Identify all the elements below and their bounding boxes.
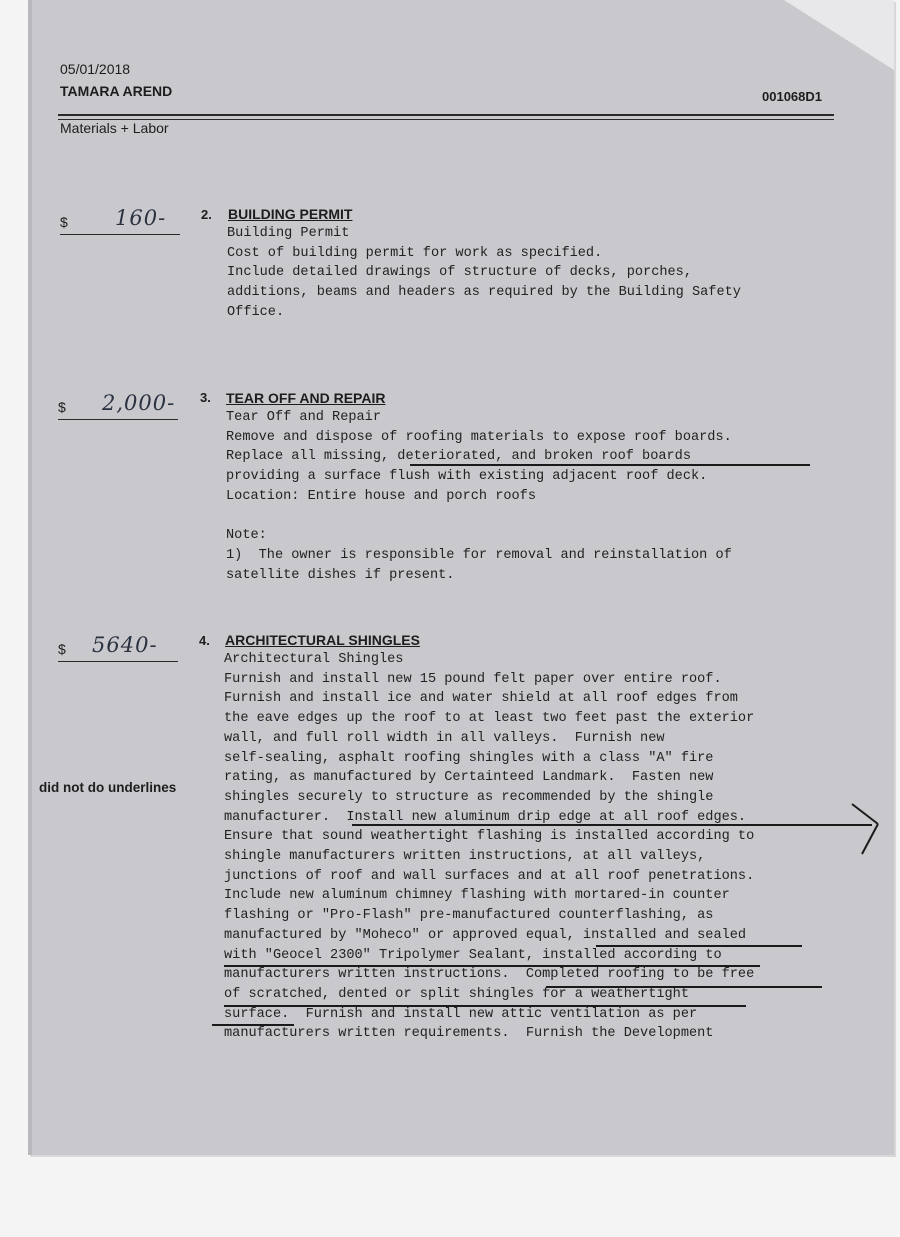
- text-line: Location: Entire house and porch roofs: [226, 488, 536, 504]
- ink-underline: [596, 945, 802, 947]
- ink-underline: [212, 1024, 294, 1026]
- section-body-shingles: [224, 650, 754, 1044]
- price-line: [58, 419, 178, 420]
- header-rule: [58, 114, 834, 116]
- ink-underline: [224, 1005, 746, 1007]
- text-line: surface. Furnish and install new attic ventilation as per: [224, 1006, 698, 1022]
- section-title: ARCHITECTURAL SHINGLES: [225, 632, 420, 648]
- text-line: Office.: [227, 304, 285, 320]
- text-line: Cost of building permit for work as specified.: [227, 245, 603, 261]
- folded-corner: [784, 0, 894, 70]
- text-line: shingle manufacturers written instructions, at all valleys,: [224, 849, 706, 865]
- client-name: TAMARA AREND: [60, 83, 173, 99]
- text-line: wall, and full roll width in all valleys. Furnish new: [224, 730, 665, 746]
- text-line: 1) The owner is responsible for removal and reinstallation of: [226, 547, 732, 563]
- handwritten-price: 2,000-: [102, 391, 176, 415]
- arrow-icon: [848, 800, 888, 860]
- text-line: with "Geocel 2300" Tripolymer Sealant, installed according to: [224, 947, 722, 963]
- section-number: 4.: [199, 633, 210, 648]
- text-line: Building Permit: [227, 226, 350, 241]
- text-line: manufacturers written instructions. Completed roofing to be free: [224, 967, 755, 983]
- section-body-building-permit: [227, 224, 741, 323]
- text-line: satellite dishes if present.: [226, 567, 455, 583]
- text-line: Remove and dispose of roofing materials to expose roof boards.: [226, 429, 732, 445]
- ink-underline: [546, 986, 822, 988]
- document-date: 05/01/2018: [60, 61, 131, 77]
- text-line: [226, 507, 732, 527]
- ink-underline: [224, 965, 760, 967]
- text-line: Furnish and install ice and water shield at all roof edges from: [224, 691, 738, 707]
- handwritten-price: 160-: [115, 206, 167, 230]
- handwritten-price: 5640-: [92, 633, 158, 657]
- dollar-sign: $: [58, 399, 66, 415]
- text-line: providing a surface flush with existing adjacent roof deck.: [226, 469, 708, 485]
- text-line: Include new aluminum chimney flashing with mortared-in counter: [224, 888, 730, 904]
- text-line: flashing or "Pro-Flash" pre-manufactured counterflashing, as: [224, 908, 714, 924]
- text-line: manufacturers written requirements. Furnish the Development: [224, 1026, 714, 1042]
- section-number: 3.: [200, 390, 211, 405]
- section-body-tear-off: [226, 408, 732, 585]
- text-line: Ensure that sound weathertight flashing is installed according to: [224, 829, 755, 845]
- section-title: BUILDING PERMIT: [228, 206, 353, 222]
- text-line: rating, as manufactured by Certainteed Landmark. Fasten new: [224, 770, 714, 786]
- section-number: 2.: [201, 207, 212, 222]
- price-line: [60, 234, 180, 235]
- header-rule-thin: [58, 119, 834, 120]
- text-line: manufactured by "Moheco" or approved equal, installed and sealed: [224, 927, 747, 943]
- text-line: self-sealing, asphalt roofing shingles with a class "A" fire: [224, 750, 714, 766]
- text-line: the eave edges up the roof to at least two feet past the exterior: [224, 711, 755, 727]
- ink-underline: [410, 464, 810, 466]
- text-line: Note:: [226, 528, 267, 544]
- text-line: manufacturer. Install new aluminum drip edge at all roof edges.: [224, 809, 747, 825]
- text-line: Furnish and install new 15 pound felt paper over entire roof.: [224, 671, 722, 687]
- text-line: junctions of roof and wall surfaces and at all roof penetrations.: [224, 868, 755, 884]
- text-line: of scratched, dented or split shingles for a weathertight: [224, 986, 689, 1002]
- dollar-sign: $: [58, 641, 66, 657]
- margin-note: did not do underlines: [39, 780, 177, 795]
- section-title: TEAR OFF AND REPAIR: [226, 390, 386, 406]
- price-line: [58, 661, 178, 662]
- text-line: shingles securely to structure as recommended by the shingle: [224, 789, 714, 805]
- text-line: Tear Off and Repair: [226, 410, 381, 425]
- category-label: Materials + Labor: [60, 120, 169, 136]
- document-id: 001068D1: [762, 89, 822, 104]
- text-line: Include detailed drawings of structure of decks, porches,: [227, 265, 692, 281]
- text-line: additions, beams and headers as required by the Building Safety: [227, 285, 741, 301]
- ink-underline: [352, 824, 872, 826]
- dollar-sign: $: [60, 214, 68, 230]
- text-line: Replace all missing, deteriorated, and broken roof boards: [226, 449, 691, 465]
- text-line: Architectural Shingles: [224, 652, 404, 667]
